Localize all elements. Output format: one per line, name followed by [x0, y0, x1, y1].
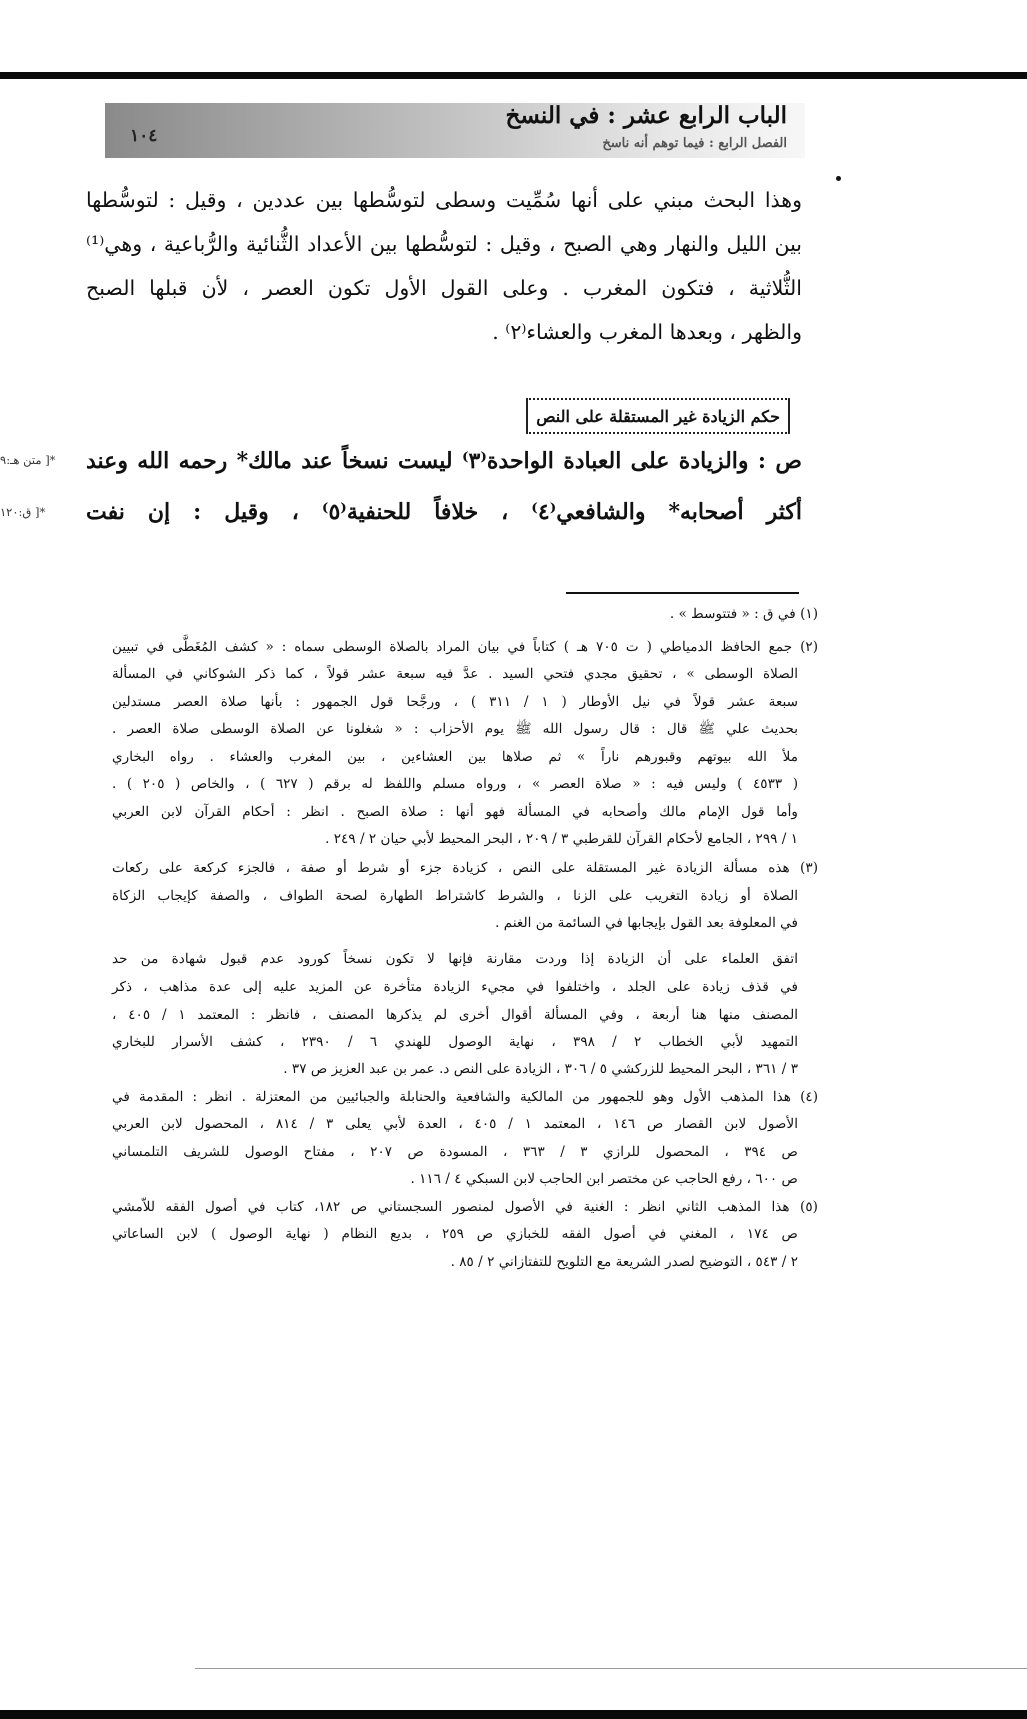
body-line: والظهر ، وبعدها المغرب والعشاء⁽٢⁾ .	[492, 320, 802, 344]
margin-note: *[ متن هـ:٩	[0, 453, 56, 467]
footnote-line: في قذف زيادة على الجلد ، واختلفوا في مجيء الزيادة متأخرة عن المزيد عليه إلى عدة مذاهب ، ذكر	[112, 979, 798, 995]
margin-note: *[ ق:١٢٠	[0, 505, 46, 519]
footnote-2: (٢) جمع الحافظ الدمياطي ( ت ٧٠٥ هـ ) كتاباً في بيان المراد بالصلاة الوسطى سماه : « كشف المُغَطَّى في تبيين	[112, 639, 818, 655]
top-border-rule	[0, 72, 1027, 79]
footnote-line: الصلاة أو زيادة التغريب على الزنا ، والشرط كاشتراط الطهارة لصحة الطواف ، والصفة كإيجاب الزكاة	[112, 888, 798, 904]
footnote-line: ص ٣٩٤ ، المحصول للرازي ٣ / ٣٦٣ ، المسودة ص ٢٠٧ ، مفتاح الوصول للشريف التلمساني	[112, 1144, 798, 1160]
footnote-5: (٥) هذا المذهب الثاني انظر : الغنية في الأصول لمنصور السجستاني ص ١٨٢، كتاب في أصول الفقه للاّمشي	[112, 1199, 818, 1215]
footnote-4: (٤) هذا المذهب الأول وهو للجمهور من المالكية والشافعية والحنابلة والجبائيين من المعتزلة . انظر : المقدمة في	[112, 1089, 818, 1105]
body-line: وهذا البحث مبني على أنها سُمِّيت وسطى لتوسُّطها بين عددين ، وقيل : لتوسُّطها	[86, 188, 802, 212]
footnote-line: الأصول لابن القصار ص ١٤٦ ، المعتمد ١ / ٤٠٥ ، العدة لأبي يعلى ٣ / ٨١٤ ، المحصول لابن العربي	[112, 1116, 798, 1132]
footnote-line: ص ١٧٤ ، المغني في أصول الفقه للخبازي ص ٢٥٩ ، بديع النظام ( نهاية الوصول ) لابن الساعاتي	[112, 1226, 798, 1242]
footnote-line: الصلاة الوسطى » ، تحقيق مجدي فتحي السيد . عدَّ فيه سبعة عشر قولاً ، كما ذكر الشوكاني في المسألة	[112, 666, 798, 682]
footnote-3: (٣) هذه مسألة الزيادة غير المستقلة على النص ، كزيادة جزء أو شرط أو صفة ، فالجزء كركعة على ركعات	[112, 860, 818, 876]
footnote-paragraph: اتفق العلماء على أن الزيادة إذا وردت مقارنة فإنها لا تكون نسخاً كورود عدم قبول شهادة من حد	[112, 951, 798, 967]
footnote-line: التمهيد لأبي الخطاب ٢ / ٣٩٨ ، نهاية الوصول للهندي ٦ / ٢٣٩٠ ، كشف الأسرار للبخاري	[112, 1034, 798, 1050]
header-dot	[836, 176, 841, 181]
footnote-separator	[566, 592, 799, 594]
footnote-line: المصنف منها هنا أربعة ، وفي المسألة أقوال أخرى لم يذكرها المصنف ، فانظر : المعتمد ١ / ٤٠٥ ،	[112, 1007, 798, 1023]
footnote-line: في المعلوفة بعد القول بإيجابها في السائمة من الغنم .	[495, 915, 798, 931]
footnote-line: بحديث علي ﷺ قال : قال رسول الله ﷺ يوم الأحزاب : « شغلونا عن الصلاة الوسطى صلاة العصر .	[112, 721, 798, 737]
page-number: ١٠٤	[130, 126, 158, 146]
body-line: بين الليل والنهار وهي الصبح ، وقيل : لتوسُّطها بين الأعداد الثُّنائية والرُّباعية ، وهي⁽¹⁾	[86, 232, 802, 256]
matn-line: أكثر أصحابه* والشافعي⁽٤⁾ ، خلافاً للحنفية⁽٥⁾ ، وقيل : إن نفت	[86, 499, 802, 525]
chapter-title: الباب الرابع عشر : في النسخ	[505, 102, 787, 129]
bottom-thin-rule	[195, 1668, 1027, 1669]
footnote-line: ٢ / ٥٤٣ ، التوضيح لصدر الشريعة مع التلويح للتفتازاني ٢ / ٨٥ .	[450, 1254, 798, 1270]
footnote-line: سبعة عشر قولاً في نيل الأوطار ( ١ / ٣١١ ) ، ورجَّحا قول الجمهور : بأنها صلاة العصر مستدلين	[112, 694, 798, 710]
body-line: الثُّلاثية ، فتكون المغرب . وعلى القول الأول تكون العصر ، لأن قبلها الصبح	[86, 276, 802, 300]
footnote-1: (١) في ق : « فتتوسط » .	[669, 606, 818, 622]
footnote-line: ٣ / ٣٦١ ، البحر المحيط للزركشي ٥ / ٣٠٦ ، الزيادة على النص د. عمر بن عبد العزيز ص ٣٧ .	[283, 1061, 798, 1077]
footnote-line: ( ٤٥٣٣ ) وليس فيه : « صلاة العصر » ، ورواه مسلم واللفظ له برقم ( ٦٢٧ ) ، والخاص ( ٢٠٥ ) .	[112, 776, 799, 792]
section-subtitle: الفصل الرابع : فيما توهم أنه ناسخ	[602, 136, 787, 151]
footnote-line: وأما قول الإمام مالك وأصحابه في المسألة فهو أنها : صلاة الصبح . انظر : أحكام القرآن لابن العربي	[112, 804, 798, 820]
section-rubric: حكم الزيادة غير المستقلة على النص	[526, 398, 790, 434]
footnote-line: ملأ الله بيوتهم وقبورهم ناراً » ثم صلاها بين العشاءين ، بين المغرب والعشاء . رواه البخاري	[112, 749, 798, 765]
bottom-border-rule	[0, 1710, 1027, 1719]
footnote-line: ١ / ٢٩٩ ، الجامع لأحكام القرآن للقرطبي ٣ / ٢٠٩ ، البحر المحيط لأبي حيان ٢ / ٢٤٩ .	[325, 831, 798, 847]
footnote-line: ص ٦٠٠ ، رفع الحاجب عن مختصر ابن الحاجب لابن السبكي ٤ / ١١٦ .	[410, 1171, 798, 1187]
matn-line: ص : والزيادة على العبادة الواحدة⁽٣⁾ ليست نسخاً عند مالك* رحمه الله وعند	[86, 448, 802, 474]
